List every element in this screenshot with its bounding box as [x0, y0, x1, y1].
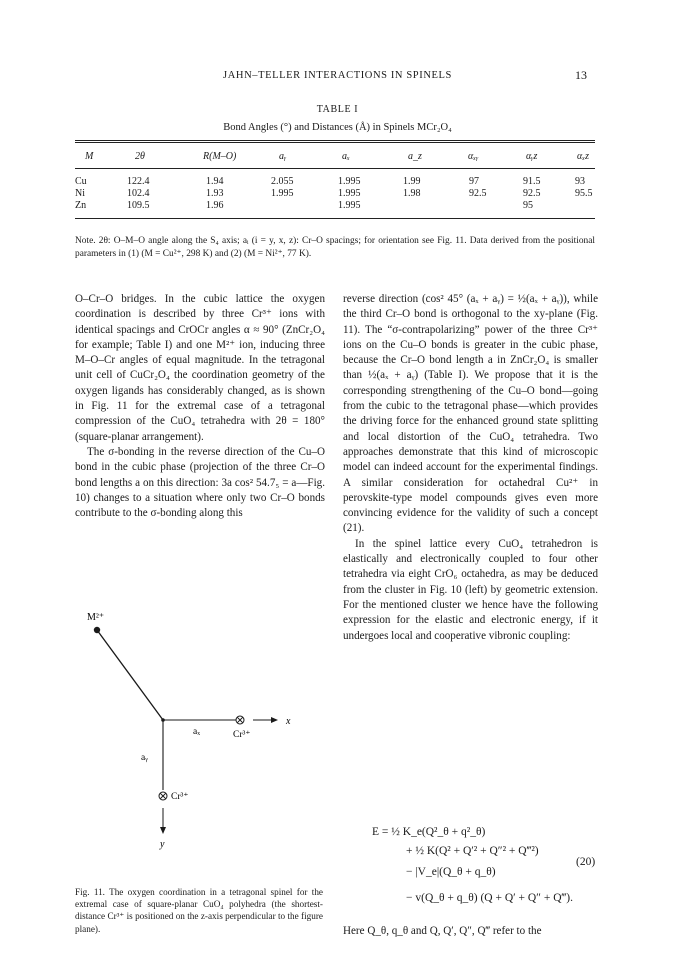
table-cell: 109.5	[127, 200, 150, 211]
equation-line-3: − |V_e|(Q_θ + q_θ)	[406, 866, 496, 878]
m2-label: M²⁺	[87, 612, 105, 623]
table-header-rule	[75, 168, 595, 169]
table-cell: 1.94	[206, 176, 224, 187]
y-axis-label: y	[160, 839, 165, 850]
table-header-cell: αᵧz	[526, 151, 538, 162]
table-cell: 91.5	[523, 176, 541, 187]
table-header-cell: αₓᵧ	[468, 151, 479, 162]
table-cell: 1.98	[403, 188, 421, 199]
table-cell: 1.99	[403, 176, 421, 187]
equation-line-4: − v(Q_θ + q_θ) (Q + Q′ + Q″ + Q‴).	[406, 892, 574, 904]
equation-line-1: E = ½ K_e(Q²_θ + q²_θ)	[372, 826, 486, 838]
table-cell: 1.995	[338, 200, 361, 211]
table-cell: 2.055	[271, 176, 294, 187]
equation-number: (20)	[576, 856, 596, 868]
left-paragraph-2: The σ-bonding in the reverse direction of the Cu–O bond in the cubic phase (projection of the three Cr–O bond lengths a on this direction: 3a cos² 54.7₅ = a—Fig. 10) changes to a situation where only two Cr–O bonds contribute to the σ-bonding along this	[75, 445, 325, 520]
table-cell: 95	[523, 200, 533, 211]
table-cell: Cu	[75, 176, 87, 187]
figure-11	[75, 600, 325, 880]
figure-caption: Fig. 11. The oxygen coordination in a tetragonal spinel for the extremal case of square-planar CuO₄ polyhedra (the shortest-distance Cr³⁺ is positioned on the z-axis perpendicular to the figure plane).	[75, 887, 323, 934]
equation-line-2: + ½ K(Q² + Q′² + Q″² + Q‴²)	[406, 845, 539, 857]
left-paragraph-1: O–Cr–O bridges. In the cubic lattice the oxygen coordination is described by three Cr³⁺ ions with identical spacings and CrOCr angles α ≈ 90° (ZnCr₂O₄ for example; Table I) and one M²⁺ ion, inducing three M–O–Cr angles of equal magnitude. In the tetragonal unit cell of CuCr₂O₄ the coordination geometry of the oxygen ligands has considerably changed, as is shown in Fig. 11 for the extremal case of a tetragonal compression of the CuO₄ tetrahedra with 2θ = 180° (square-planar arrangement).	[75, 293, 325, 443]
right-paragraph-2: In the spinel lattice every CuO₄ tetrahedron is elastically and electronically coupled to four other tetrahedra via eight CrO₆ octahedra, as may be deduced from the cluster in Fig. 10 (left) by geometric extension. For the mentioned cluster we hence have the following expression for the elastic and electronic energy, if it undergoes local and cooperative vibronic coupling:	[343, 537, 598, 642]
m-o-bond	[97, 630, 163, 720]
page-number: 13	[575, 68, 587, 82]
ax-label: aₓ	[193, 727, 200, 737]
table-cell: 1.96	[206, 200, 224, 211]
table-header-cell: αₓz	[577, 151, 589, 162]
table-cell: 92.5	[523, 188, 541, 199]
table-header-cell: M	[85, 151, 94, 162]
m2-atom	[94, 627, 100, 633]
table-cell: 1.995	[271, 188, 294, 199]
table-cell: Zn	[75, 200, 87, 211]
table-header-cell: R(M–O)	[203, 151, 237, 162]
table-cell: 95.5	[575, 188, 593, 199]
table-bottom-rule	[75, 218, 595, 219]
table-header-cell: 2θ	[135, 151, 145, 162]
table-top-rule	[75, 140, 595, 141]
right-paragraph-1: reverse direction (cos² 45° (aₓ + aᵧ) = ½(aₓ + aᵧ)), while the third Cr–O bond is orthogonal to the xy-plane (Fig. 11). The “σ-contrapolarizing” power of the three Cr³⁺ ions on the Cu–O bonds is greater in the cubic phase, because the Cr–O bond length a in ZnCr₂O₄ is smaller than ½(aₓ + aᵧ) (Table I). We propose that it is the corresponding strengthening of the Cu–O bond—going from the cubic to the tetragonal phase—which provides the driving force for the enhanced ground state splitting and local distortion of the CuO₄ tetrahedra. Two approaches demonstrate that this kind of microscopic model can indeed account for the experimental findings. A similar consideration for octahedral Cu²⁺ in perovskite-type model compounds gives even more convincing evidence for the validity of such a concept (21).	[343, 293, 598, 535]
cr-y-label: Cr³⁺	[171, 792, 189, 802]
table-cell: 92.5	[469, 188, 487, 199]
cr-x-label: Cr³⁺	[233, 730, 251, 740]
table-header-cell: aₓ	[342, 151, 350, 162]
table-cell: 97	[469, 176, 479, 187]
table-cell: 122.4	[127, 176, 150, 187]
table-cell: 93	[575, 176, 585, 187]
x-axis-label: x	[286, 716, 291, 727]
table-cell: 1.995	[338, 176, 361, 187]
table-header-cell: a_z	[408, 151, 422, 162]
table-label: TABLE I	[316, 104, 359, 115]
ay-label: aᵧ	[141, 753, 148, 763]
running-header: JAHN–TELLER INTERACTIONS IN SPINELS	[223, 70, 452, 81]
right-column	[343, 292, 598, 644]
table-caption: Bond Angles (°) and Distances (Å) in Spinels MCr₂O₄	[223, 122, 452, 133]
table-note: Note. 2θ: O–M–O angle along the S₄ axis; aᵢ (i = y, x, z): Cr–O spacings; for orientation see Fig. 11. Data derived from the positional parameters in (1) (M = Cu²⁺, 298 K) and (2) (M = Ni²⁺, 77 K).	[75, 236, 595, 259]
left-column	[75, 292, 325, 521]
table-cell: 1.93	[206, 188, 224, 199]
table-cell: 1.995	[338, 188, 361, 199]
table-top-rule-2	[75, 142, 595, 143]
table-cell: Ni	[75, 188, 85, 199]
right-last-line: Here Q_θ, q_θ and Q, Q′, Q″, Q‴ refer to the	[343, 925, 542, 937]
table-cell: 102.4	[127, 188, 150, 199]
table-header-cell: aᵧ	[279, 151, 287, 162]
